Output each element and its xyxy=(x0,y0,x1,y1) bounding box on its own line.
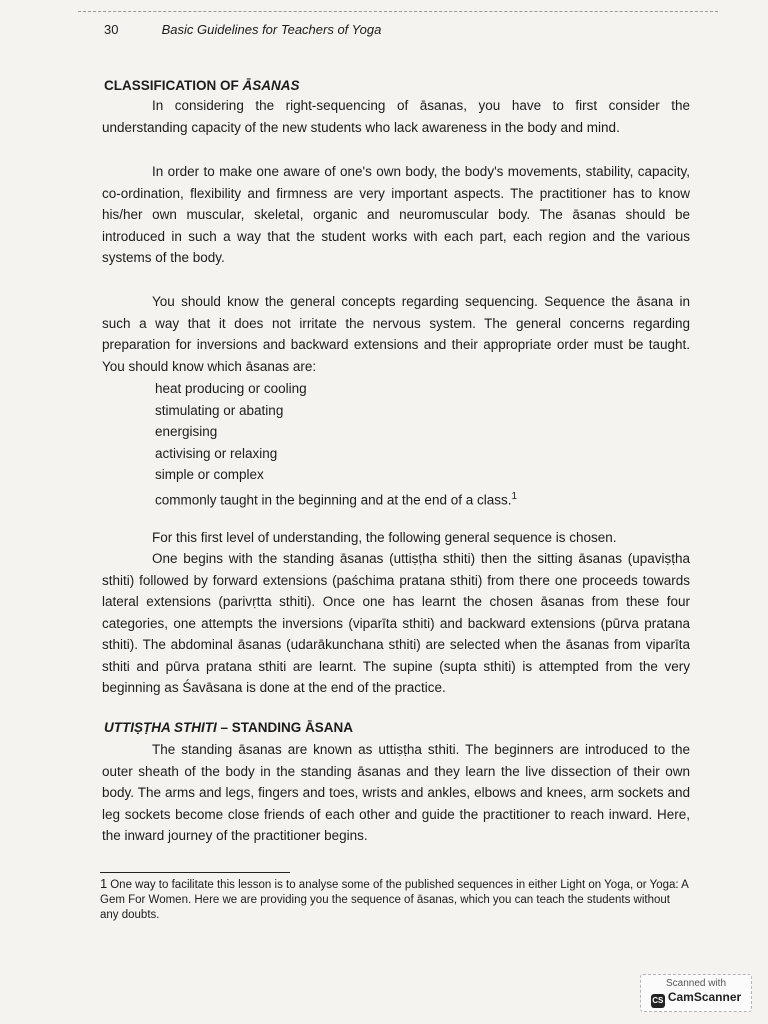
camscanner-icon: CS xyxy=(651,994,665,1008)
footnote-text: One way to facilitate this lesson is to analyse some of the published sequences in either Light on Yoga, or Yoga: A Gem For Women. Here we are providing you the sequence of āsanas, which you can teach the students without any doubts. xyxy=(100,879,689,921)
heading-suffix: – STANDING ĀSANA xyxy=(216,720,354,735)
list-item: energising xyxy=(155,424,218,439)
list-item-last: commonly taught in the beginning and at the end of a class.$^1$ xyxy=(155,490,518,507)
list-item: stimulating or abating xyxy=(155,402,284,418)
top-rule xyxy=(78,11,718,12)
watermark-brand: CamScanner xyxy=(667,990,742,1004)
list-item: simple or complex xyxy=(155,467,264,482)
watermark-caption: Scanned with xyxy=(665,978,727,989)
page-header xyxy=(104,22,381,37)
heading-prefix: CLASSIFICATION OF xyxy=(104,78,243,93)
footnote xyxy=(100,876,690,923)
section-heading-classification xyxy=(104,78,300,93)
page-number: 30 xyxy=(104,22,119,37)
camscanner-watermark xyxy=(640,974,752,1012)
heading-term: UTTIṢṬHA STHITI xyxy=(104,720,217,735)
paragraph-1: In considering the right-sequencing of āsanas, you have to first consider the understanding capacity of the new students who lack awareness in the body and mind. xyxy=(102,98,690,135)
list-item: heat producing or cooling xyxy=(155,381,307,396)
footnote-rule xyxy=(100,872,290,873)
paragraph-4: For this first level of understanding, the following general sequence is chosen. xyxy=(152,530,617,545)
paragraph-3: You should know the general concepts regarding sequencing. Sequence the āsana in such a way that it does not irritate the nervous system. The general concerns regarding preparation for inversions and backward extensions and their appropriate order must be taught. You should know which āsanas are: xyxy=(102,294,690,374)
paragraph-2: In order to make one aware of one's own body, the body's movements, stability, capacity, co-ordination, flexibility and firmness are very important aspects. The practitioner has to know his/her own muscular, skeletal, organic and neuromuscular body. The āsanas should be introduced in such a way that the student works with each part, each region and the various systems of the body. xyxy=(102,164,690,265)
heading-term: ĀSANAS xyxy=(242,78,300,93)
section-heading-standing xyxy=(104,720,353,735)
footnote-number: 1 xyxy=(100,876,108,891)
asana-qualities-list xyxy=(155,378,517,511)
list-item: activising or relaxing xyxy=(155,445,278,461)
paragraph-5: One begins with the standing āsanas (uttiṣṭha sthiti) then the sitting āsanas (upaviṣṭha sthiti) followed by forward extensions (paśchima pratana sthiti) from there one proceeds towards lateral extensions (parivṛtta sthiti). Once one has learnt the chosen āsanas from these four categories, one attempts the inversions (viparīta sthiti) and backward extensions (pūrva pratana sthiti). The abdominal āsanas (udarākunchana sthiti) are selected when the āsanas from viparīta sthiti and pūrva pratana sthiti are learnt. The supine (supta sthiti) is attempted from the very beginning as Śavāsana is done at the end of the practice. xyxy=(102,551,690,695)
paragraph-6: The standing āsanas are known as uttiṣṭha sthiti. The beginners are introduced to the outer sheath of the body in the standing āsanas and they learn the live dissection of their own body. The arms and legs, fingers and toes, wrists and ankles, elbows and knees, arm sockets and leg sockets become close friends of each other and guide the practitioner to reach inward. Here, the inward journey of the practitioner begins. xyxy=(102,742,690,843)
footnote-mark: 1 xyxy=(511,490,518,502)
running-title: Basic Guidelines for Teachers of Yoga xyxy=(161,22,382,37)
